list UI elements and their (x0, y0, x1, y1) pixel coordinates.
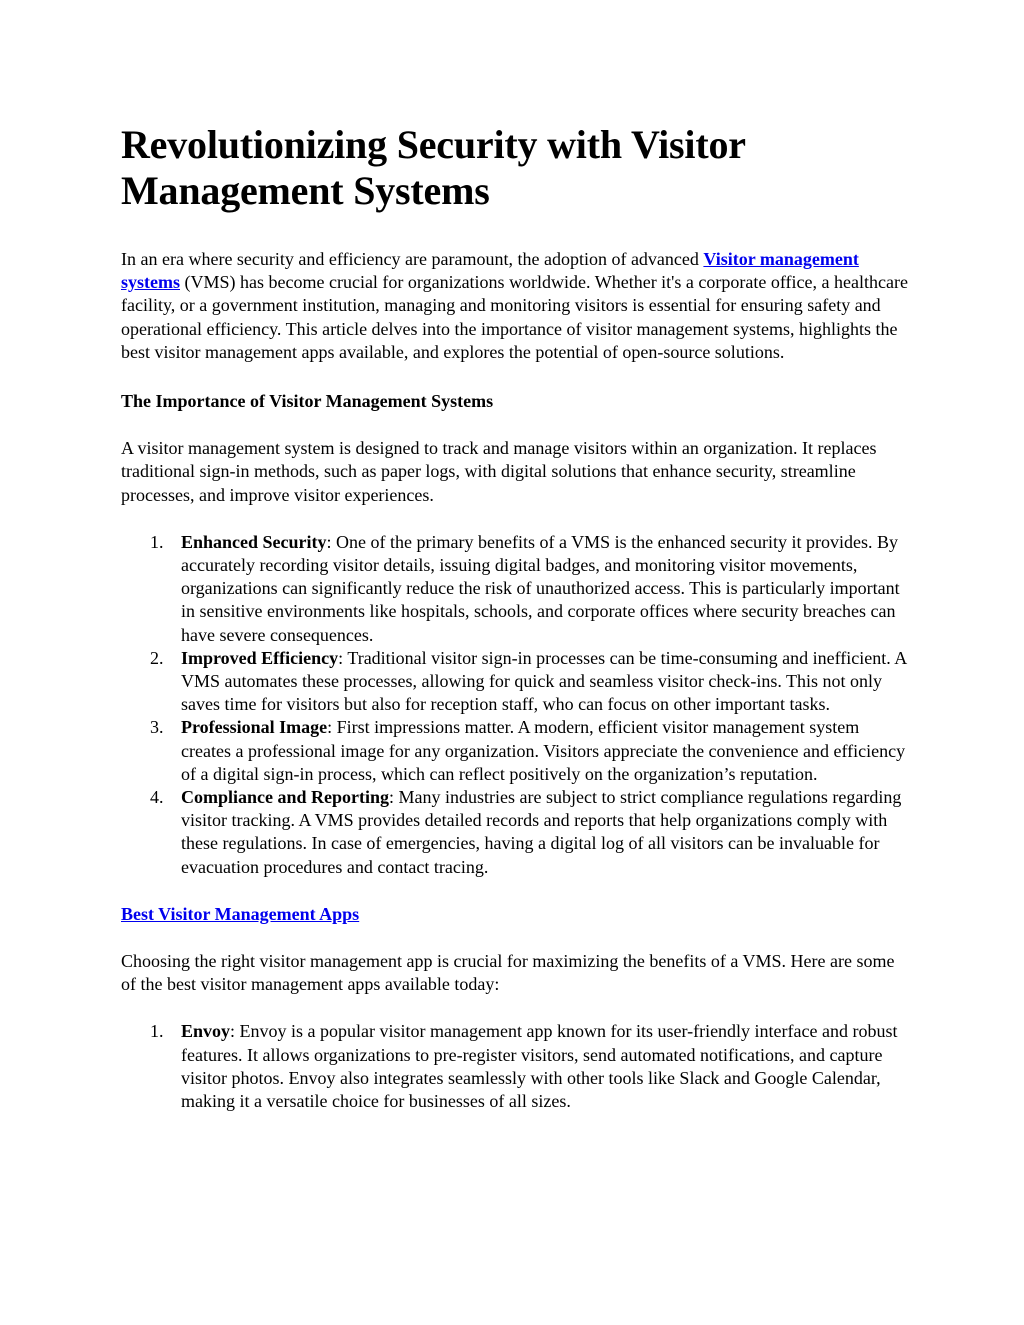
list-item-term: Professional Image (181, 717, 328, 738)
best-apps-paragraph: Choosing the right visitor management app is crucial for maximizing the benefits of a VMS. Here are some of the best visitor management apps available today: (121, 951, 895, 995)
list-item (121, 647, 911, 717)
list-item-text: : Traditional visitor sign-in processes can be time-consuming and inefficient. A VMS automates these processes, allowing for quick and seamless visitor check-ins. This not only saves time for visitors but also for reception staff, who can focus on other important tasks. (181, 647, 907, 715)
list-item (121, 531, 911, 647)
best-visitor-management-apps-link[interactable]: Best Visitor Management Apps (121, 903, 360, 924)
importance-paragraph: A visitor management system is designed to track and manage visitors within an organization. It replaces traditional sign-in methods, such as paper logs, with digital solutions that enhance security, streamline processes, and improve visitor experiences. (121, 438, 877, 505)
section-heading-importance: The Importance of Visitor Management Systems (121, 391, 494, 412)
list-item-text: : First impressions matter. A modern, efficient visitor management system creates a professional image for any organization. Visitors appreciate the convenience and efficiency of a digital sign-in process, which can reflect positively on the organization’s reputation. (181, 717, 906, 784)
page-title: Revolutionizing Security with Visitor Management Systems (121, 122, 746, 213)
intro-text-after: (VMS) has become crucial for organizations worldwide. Whether it's a corporate office, a healthcare facility, or a government institution, managing and monitoring visitors is essential for ensuring safety and operational efficiency. This article delves into the importance of visitor management systems, highlights the best visitor management apps available, and explores the potential of open-source solutions. (121, 272, 908, 362)
list-item-term: Improved Efficiency (181, 647, 339, 668)
list-item-term: Enhanced Security (181, 531, 327, 552)
list-item-text: : One of the primary benefits of a VMS is the enhanced security it provides. By accurately recording visitor details, issuing digital badges, and monitoring visitor movements, organizations can significantly reduce the risk of unauthorized access. This is particularly important in sensitive environments like hospitals, schools, and corporate offices where security breaches can have severe consequences. (181, 531, 900, 645)
list-item (121, 1020, 911, 1113)
list-number: 3. (150, 717, 164, 738)
intro-text-before: In an era where security and efficiency are paramount, the adoption of advanced (121, 249, 704, 269)
list-item-term: Compliance and Reporting (181, 787, 390, 808)
list-item-term: Envoy (181, 1021, 231, 1042)
list-number: 1. (150, 531, 164, 552)
visitor-management-systems-link[interactable]: Visitor management systems (121, 249, 859, 293)
list-item (121, 786, 911, 879)
importance-list (121, 531, 911, 879)
list-item (121, 716, 911, 786)
list-item-text: : Envoy is a popular visitor management app known for its user-friendly interface and robust features. It allows organizations to pre-register visitors, send automated notifications, and capture visitor photos. Envoy also integrates seamlessly with other tools like Slack and Google Calendar, making it a versatile choice for businesses of all sizes. (181, 1021, 898, 1112)
intro-paragraph (121, 248, 911, 364)
section-heading-best-apps (121, 903, 911, 926)
list-item-text: : Many industries are subject to strict compliance regulations regarding visitor tracking. A VMS provides detailed records and reports that help organizations comply with these regulations. In case of emergencies, having a digital log of all visitors can be invaluable for evacuation procedures and contact tracing. (181, 787, 902, 877)
document-page (121, 122, 911, 1113)
list-number: 4. (150, 787, 164, 808)
list-number: 2. (150, 647, 164, 668)
best-apps-list (121, 1020, 911, 1113)
list-number: 1. (150, 1021, 164, 1042)
